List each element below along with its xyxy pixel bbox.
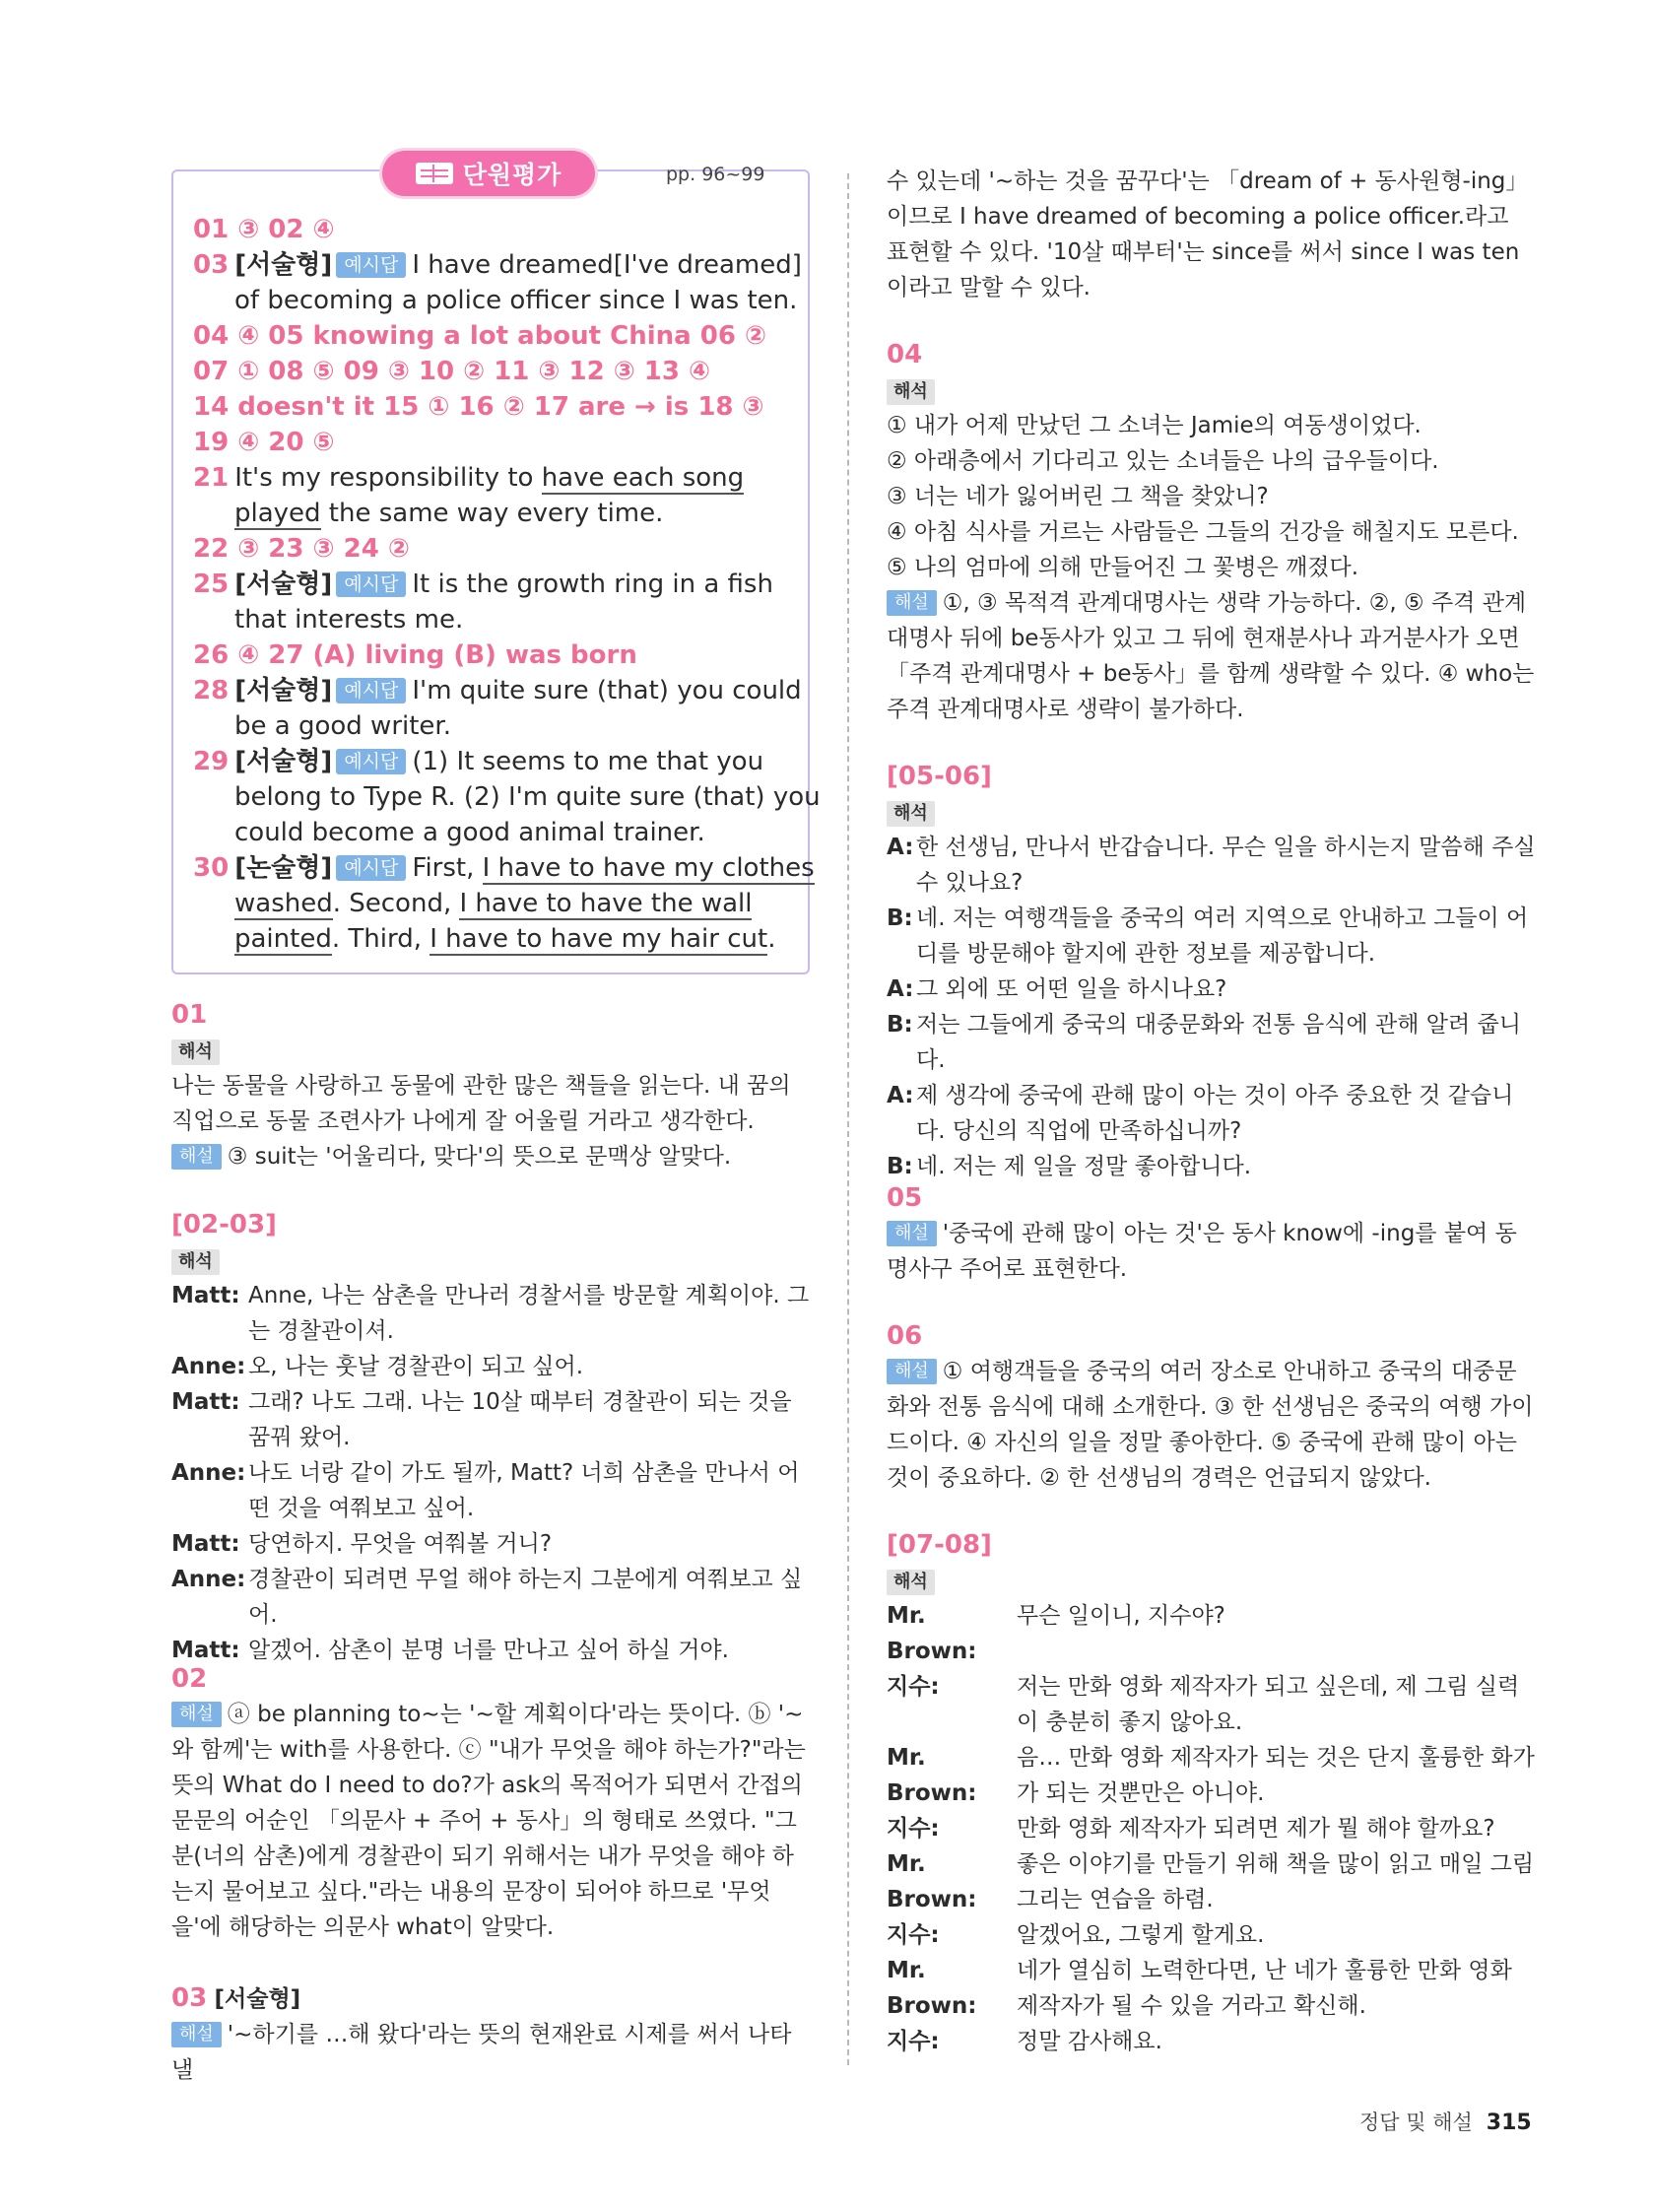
answer-line: of becoming a police officer since I was ten. [234, 286, 798, 315]
dialog-line [887, 2024, 1537, 2059]
explanation-05: 05 해설 '중국에 관해 많이 아는 것'은 동사 know에 -ing를 붙여 동명사구 주어로 표현한다. [887, 1183, 1517, 1282]
explanation-01: 01 해석 나는 동물을 사랑하고 동물에 관한 많은 책들을 읽는다. 내 꿈의 직업으로 동물 조련사가 나에게 잘 어울릴 거라고 생각한다. 해설 ③ suit는 '어울리다, 맞다'의 뜻으로 문맥상 알맞다. [171, 1000, 791, 1170]
answer-line: 21 It's my responsibility to have each song [193, 463, 745, 493]
dialog-text: 경찰관이 되려면 무얼 해야 하는지 그분에게 여쭤보고 싶어. [248, 1567, 803, 1628]
explanation-02-03: [02-03] 해석 Matt: Anne, 나는 삼촌을 만나러 경찰서를 방문할 계획이야. 그는 경찰관이셔. Anne: 오, 나는 훗날 경찰관이 되고 싶어. Matt: 그래? 나도 그래. 나는 10살 때부터 경찰관이 되는 것을 꿈꿔 왔어. Anne: 나도 너랑 같이 가도 될까, Matt? 너희 삼촌을 만나서 어떤 것을 여쭤보고 싶어. Matt: 당연하지. 무엇을 여쭤볼 거니? Anne: 경찰관이 되려면 무얼 해야 하는지 그분에게 여쭤보고 싶어. Matt: 알겠어. 삼촌이 분명 너를 만나고 싶어 하실 거야. [171, 1207, 812, 1668]
answer-line: 14 doesn't it 15 ① 16 ② 17 are → is 18 ③ [193, 392, 764, 422]
explanation-03: 03 [서술형] 해설 '~하기를 …해 왔다'라는 뜻의 현재완료 시제를 써서 나타낼 [171, 1983, 792, 2083]
speaker: B: [887, 1154, 913, 1179]
dialog-text: 네. 저는 제 일을 정말 좋아합니다. [916, 1154, 1252, 1179]
speaker: Anne: [171, 1460, 246, 1486]
speaker: Anne: [171, 1354, 246, 1379]
dialog-line [887, 1007, 1537, 1078]
answer-line: 19 ④ 20 ⑤ [193, 428, 335, 457]
speaker: Mr. Brown: [887, 1603, 977, 1664]
dialog-text: 저는 만화 영화 제작자가 되고 싶은데, 제 그림 실력이 충분히 좋지 않아요. [1017, 1674, 1520, 1735]
explanation-06: 06 해설 ① 여행객들을 중국의 여러 장소로 안내하고 중국의 대중문화와 전통 음식에 대해 소개한다. ③ 한 선생님은 중국의 여행 가이드이다. ④ 자신의 일을 정말 좋아한다. ⑤ 중국에 관해 많이 아는 것이 중요하다. ② 한 선생님의 경력은 언급되지 않았다. [887, 1321, 1534, 1491]
answer-line: played the same way every time. [234, 499, 664, 528]
explanation-label: 해설 [171, 1702, 222, 1727]
translation-line: ⑤ 나의 엄마에 의해 만들어진 그 꽃병은 깨졌다. [887, 555, 1359, 580]
book-icon [416, 163, 453, 184]
dialog-line [171, 1455, 812, 1526]
dialog-text: Anne, 나는 삼촌을 만나러 경찰서를 방문할 계획이야. 그는 경찰관이셔. [248, 1283, 810, 1344]
speaker: B: [887, 1012, 913, 1038]
answer-line: 25 [서술형] 예시답 It is the growth ring in a fish [193, 570, 773, 599]
dialog-text: 알겠어요, 그렇게 할게요. [1017, 1922, 1265, 1948]
dialog-text: 한 선생님, 만나서 반갑습니다. 무슨 일을 하시는지 말씀해 주실 수 있나요? [916, 835, 1536, 896]
dialog-line [887, 1740, 1537, 1811]
speaker: Matt: [171, 1389, 240, 1415]
dialog-line [887, 1953, 1537, 2024]
speaker: A: [887, 976, 914, 1002]
answer-line: painted. Third, I have to have my hair cut. [234, 924, 776, 954]
page-footer [1359, 2107, 1532, 2136]
speaker: Matt: [171, 1531, 240, 1557]
speaker: Matt: [171, 1638, 240, 1663]
dialog-line [887, 972, 1537, 1007]
explanation-04: 04 해석 ① 내가 어제 만났던 그 소녀는 Jamie의 여동생이었다. ② 아래층에서 기다리고 있는 소녀들은 나의 급우들이다. ③ 너는 네가 잃어버린 그 책을 찾았니? ④ 아침 식사를 거르는 사람들은 그들의 건강을 해칠지도 모른다. ⑤ 나의 엄마에 의해 만들어진 그 꽃병은 깨졌다. 해설 ①, ③ 목적격 관계대명사는 생략 가능하다. ②, ⑤ 주격 관계대명사 뒤에 be동사가 있고 그 뒤에 현재분사나 과거분사가 오면 「주격 관계대명사 + be동사」를 함께 생략할 수 있다. ④ who는 주격 관계대명사로 생략이 불가하다. [887, 337, 1537, 727]
answer-line: belong to Type R. (2) I'm quite sure (that) you [234, 782, 821, 812]
dialog-text: 나도 너랑 같이 가도 될까, Matt? 너희 삼촌을 만나서 어떤 것을 여쭤보고 싶어. [248, 1460, 800, 1521]
dialog-text: 알겠어. 삼촌이 분명 너를 만나고 싶어 하실 거야. [248, 1638, 729, 1663]
sample-answer-chip: 예시답 [336, 252, 406, 278]
footer-label: 정답 및 해설 [1359, 2111, 1473, 2134]
sample-answer-chip: 예시답 [336, 678, 406, 704]
dialog-text: 그 외에 또 어떤 일을 하시나요? [916, 976, 1227, 1002]
speaker: 지수: [887, 1922, 940, 1948]
translation-label: 해석 [887, 801, 935, 827]
speaker: Matt: [171, 1283, 240, 1308]
dialog-text: 정말 감사해요. [1017, 2029, 1162, 2054]
answer-line: 22 ③ 23 ③ 24 ② [193, 534, 410, 564]
translation-label: 해석 [887, 379, 935, 405]
answer-line: 04 ④ 05 knowing a lot about China 06 ② [193, 321, 767, 351]
dialog-line [171, 1526, 812, 1562]
answer-line: 30 [논술형] 예시답 First, I have to have my clothes [193, 853, 815, 883]
dialog-line [887, 901, 1537, 972]
dialog-line [887, 1598, 1537, 1669]
dialog-text: 저는 그들에게 중국의 대중문화와 전통 음식에 관해 알려 줍니다. [916, 1012, 1521, 1073]
dialog-text: 그래? 나도 그래. 나는 10살 때부터 경찰관이 되는 것을 꿈꿔 왔어. [248, 1389, 792, 1450]
dialog-text: 음… 만화 영화 제작자가 되는 것은 단지 훌륭한 화가가 되는 것뿐만은 아니야. [1017, 1745, 1535, 1806]
dialog-text: 네가 열심히 노력한다면, 난 네가 훌륭한 만화 영화 제작자가 될 수 있을 거라고 확신해. [1017, 1958, 1512, 2019]
answer-line: 26 ④ 27 (A) living (B) was born [193, 640, 637, 670]
speaker: 지수: [887, 1674, 940, 1700]
sample-answer-chip: 예시답 [336, 855, 406, 881]
explanation-label: 해설 [171, 1144, 222, 1170]
dialog-text: 만화 영화 제작자가 되려면 제가 뭘 해야 할까요? [1017, 1816, 1495, 1842]
answer-line: be a good writer. [234, 711, 451, 741]
answer-line: could become a good animal trainer. [234, 818, 705, 847]
dialog-text: 오, 나는 훗날 경찰관이 되고 싶어. [248, 1354, 584, 1379]
page-range: pp. 96~99 [666, 164, 765, 185]
dialog-line [171, 1349, 812, 1384]
translation-line: ① 내가 어제 만났던 그 소녀는 Jamie의 여동생이었다. [887, 413, 1422, 438]
dialog-line [171, 1562, 812, 1633]
translation-line: ② 아래층에서 기다리고 있는 소녀들은 나의 급우들이다. [887, 448, 1439, 474]
dialog-line [171, 1384, 812, 1455]
sample-answer-chip: 예시답 [336, 571, 406, 597]
translation-label: 해석 [171, 1249, 220, 1275]
dialog-line [171, 1278, 812, 1349]
dialog-text: 무슨 일이니, 지수야? [1017, 1603, 1225, 1629]
translation-line: ④ 아침 식사를 거르는 사람들은 그들의 건강을 해칠지도 모른다. [887, 519, 1519, 545]
speaker: B: [887, 905, 913, 931]
explanation-label: 해설 [887, 590, 937, 616]
dialog-text: 좋은 이야기를 만들기 위해 책을 많이 읽고 매일 그림 그리는 연습을 하렴. [1017, 1851, 1535, 1912]
speaker: A: [887, 1083, 914, 1108]
column-divider [847, 173, 849, 2065]
translation-label: 해석 [171, 1039, 220, 1065]
speaker: A: [887, 835, 914, 860]
speaker: Anne: [171, 1567, 246, 1592]
dialog-line [887, 830, 1537, 901]
explanation-05-06: [05-06] 해석 A: 한 선생님, 만나서 반갑습니다. 무슨 일을 하시는지 말씀해 주실 수 있나요? B: 네. 저는 여행객들을 중국의 여러 지역으로 안내하고 그들이 어디를 방문해야 할지에 관한 정보를 제공합니다. A: 그 외에 또 어떤 일을 하시나요? B: 저는 그들에게 중국의 대중문화와 전통 음식에 관해 알려 줍니다. A: 제 생각에 중국에 관해 많이 아는 것이 아주 중요한 것 같습니다. 당신의 직업에 만족하십니까? B: 네. 저는 제 일을 정말 좋아합니다. [887, 759, 1537, 1184]
sample-answer-chip: 예시답 [336, 749, 406, 774]
dialog-line [887, 1149, 1537, 1184]
speaker: Mr. Brown: [887, 1958, 977, 2019]
answer-line: 03 [서술형] 예시답 I have dreamed[I've dreamed] [193, 250, 802, 280]
unit-assessment-badge [382, 151, 595, 196]
answer-line: 01 ③ 02 ④ [193, 215, 335, 244]
answer-line: 29 [서술형] 예시답 (1) It seems to me that you [193, 747, 764, 776]
dialog-line [887, 1846, 1537, 1917]
dialog-text: 네. 저는 여행객들을 중국의 여러 지역으로 안내하고 그들이 어디를 방문해야 할지에 관한 정보를 제공합니다. [916, 905, 1529, 967]
dialog-line [887, 1811, 1537, 1846]
speaker: 지수: [887, 1816, 940, 1842]
dialog-text: 제 생각에 중국에 관해 많이 아는 것이 아주 중요한 것 같습니다. 당신의 직업에 만족하십니까? [916, 1083, 1514, 1144]
explanation-07-08: [07-08] 해석 Mr. Brown: 무슨 일이니, 지수야? 지수: 저는 만화 영화 제작자가 되고 싶은데, 제 그림 실력이 충분히 좋지 않아요. Mr. Brown: 음… 만화 영화 제작자가 되는 것은 단지 훌륭한 화가가 되는 것뿐만은 아니야. 지수: 만화 영화 제작자가 되려면 제가 뭘 해야 할까요? Mr. Brown: 좋은 이야기를 만들기 위해 책을 많이 읽고 매일 그림 그리는 연습을 하렴. 지수: 알겠어요, 그렇게 할게요. Mr. Brown: 네가 열심히 노력한다면, 난 네가 훌륭한 만화 영화 제작자가 될 수 있을 거라고 확신해. 지수: 정말 감사해요. [887, 1527, 1537, 2059]
explanation-label: 해설 [887, 1359, 937, 1384]
answer-line: 07 ① 08 ⑤ 09 ③ 10 ② 11 ③ 12 ③ 13 ④ [193, 357, 711, 386]
translation-label: 해석 [887, 1570, 935, 1595]
explanation-label: 해설 [887, 1221, 937, 1246]
dialog-line [887, 1669, 1537, 1740]
dialog-text: 당연하지. 무엇을 여쭤볼 거니? [248, 1531, 553, 1557]
explanation-02: 02 해설 ⓐ be planning to~는 '~할 계획이다'라는 뜻이다. ⓑ '~와 함께'는 with를 사용한다. ⓒ "내가 무엇을 해야 하는가?"라는 뜻의 What do I need to do?가 ask의 목적어가 되면서 간접의문문의 어순인 「의문사 + 주어 + 동사」의 형태로 쓰였다. "그분(너의 삼촌)에게 경찰관이 되기 위해서는 내가 무엇을 해야 하는지 물어보고 싶다."라는 내용의 문장이 되어야 하므로 '무엇을'에 해당하는 의문사 what이 알맞다. [171, 1664, 806, 1940]
explanation-03-continued: 수 있는데 '~하는 것을 꿈꾸다'는 「dream of + 동사원형-ing」이므로 I have dreamed of becoming a police officer.라고 표현할 수 있다. '10살 때부터'는 since를 써서 since I was ten이라고 말할 수 있다. [887, 168, 1529, 301]
answer-line: 28 [서술형] 예시답 I'm quite sure (that) you could [193, 676, 802, 705]
dialog-line [887, 1917, 1537, 1953]
speaker: Mr. Brown: [887, 1745, 977, 1806]
speaker: 지수: [887, 2029, 940, 2054]
explanation-label: 해설 [171, 2022, 222, 2047]
translation-line: ③ 너는 네가 잃어버린 그 책을 찾았니? [887, 484, 1269, 509]
answer-line: that interests me. [234, 605, 464, 635]
answer-line: washed. Second, I have to have the wall [234, 889, 753, 918]
page-number: 315 [1486, 2111, 1532, 2135]
speaker: Mr. Brown: [887, 1851, 977, 1912]
badge-title: 단원평가 [462, 161, 562, 189]
dialog-line [887, 1078, 1537, 1149]
